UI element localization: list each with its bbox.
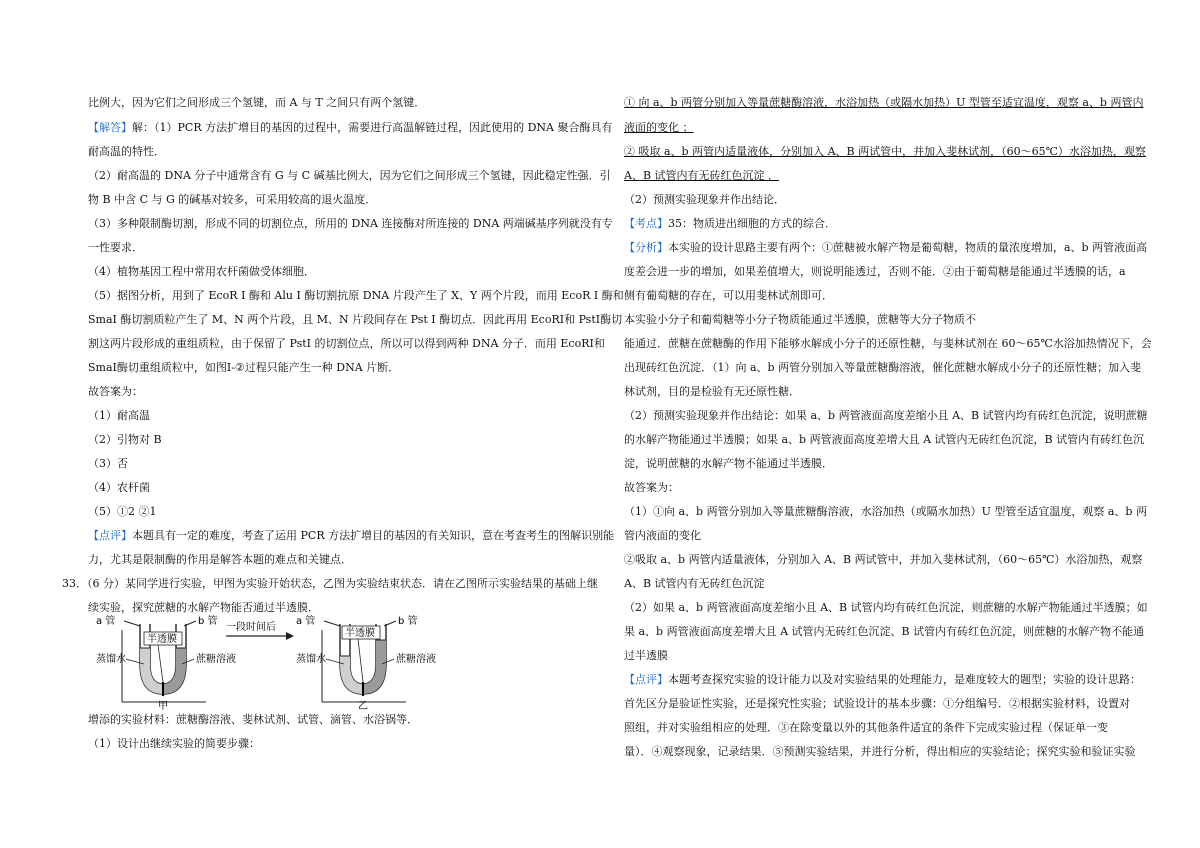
diagram-yi [296,614,436,712]
label-water: 蒸馏水 [96,654,126,665]
line-text: 故答案为： [88,385,143,398]
section-tag: 【分析】 [624,241,668,254]
line-text: 量）．④观察现象，记录结果．⑤预测实验结果，并进行分析，得出相应的实验结论；探究实验和验证实验 [624,745,1136,758]
label-b-tube-2: b 管 [398,616,418,627]
text-line [88,217,613,231]
section-tag: 【点评】 [624,673,668,686]
text-line [88,145,165,159]
text-line [88,337,605,351]
label-membrane-2: 半透膜 [345,628,375,639]
text-line [624,481,679,495]
text-line [88,433,162,447]
line-text: 度差会进一步的增加，如果差值增大，则说明能透过，否则不能．②由于葡萄糖是能通过半透膜的话，a [624,265,1126,278]
text-line [88,361,399,375]
line-text: 能通过．蔗糖在蔗糖酶的作用下能够水解成小分子的还原性糖，与斐林试剂在 60～65℃水浴加热情况下，会 [624,337,1152,350]
text-line [624,289,833,303]
line-text: 淀，说明蔗糖的水解产物不能通过半透膜． [624,457,833,470]
text-line [624,577,765,591]
line-text: 解：（1）PCR 方法扩增目的基因的过程中，需要进行高温解链过程，因此使用的 DNA 聚合酶具有 [132,121,613,134]
text-line [88,193,376,207]
line-text: 物 B 中含 C 与 G 的碱基对较多，可采用较高的退火温度． [88,193,377,206]
text-line [88,241,143,255]
line-text: 耐高温的特性． [88,145,165,158]
line-text: 出现砖红色沉淀．（1）向 a、b 两管分别加入等量蔗糖酶溶液，催化蔗糖水解成小分子的还原性糖；加入斐 [624,361,1142,374]
text-line [624,169,779,183]
line-text: 果 a、b 两管液面高度差增大且 A 试管内无砖红色沉淀、B 试管内有砖红色沉淀，则蔗糖的水解产物不能通 [624,625,1145,638]
text-line [624,697,1130,711]
text-line [624,601,1148,615]
line-text: 本题具有一定的难度，考查了运用 PCR 方法扩增目的基因的有关知识，意在考查考生的图解识别能 [132,529,615,542]
label-sucrose: 蔗糖溶液 [196,654,236,665]
text-line [88,96,425,110]
line-text: A、B 试管内有无砖红色沉淀 ． [624,169,780,182]
line-text: （1）设计出继续实验的简要步骤： [88,737,260,750]
line-text: ② 吸取 a、b 两管内适量液体，分别加入 A、B 两试管中，并加入斐林试剂，（60～65℃）水浴加热，观察 [624,145,1146,158]
line-text: （1）耐高温 [88,409,150,422]
text-line [624,217,836,231]
text-line [624,96,1143,110]
line-text: 35：物质进出细胞的方式的综合． [668,217,836,230]
text-line [624,649,668,663]
text-line [624,505,1147,519]
label-sucrose-2: 蔗糖溶液 [396,654,436,665]
text-line [88,481,150,495]
text-line [88,289,624,303]
text-line [88,409,150,423]
diagram-jia [96,614,236,712]
line-text: （4）农杆菌 [88,481,150,494]
line-text: A、B 试管内有无砖红色沉淀 [624,577,765,590]
text-line [88,505,157,519]
line-text: ① 向 a、b 两管分别加入等量蔗糖酶溶液，水浴加热（或隔水加热）U 型管至适宜温度，观察 a、b 两管内 [624,96,1144,109]
text-line [624,193,785,207]
text-line [624,673,1141,687]
line-text: 增添的实验材料：蔗糖酶溶液、斐林试剂、试管、滴管、水浴锅等． [88,713,418,726]
text-line [624,121,694,135]
line-text: （2）引物对 B [88,433,162,446]
text-line [624,145,1146,159]
label-membrane: 半透膜 [147,634,177,645]
line-text: 林试剂，目的是检验有无还原性糖． [624,385,800,398]
line-text: 比例大，因为它们之间形成三个氢键，而 A 与 T 之间只有两个氢键． [88,96,426,109]
line-text: 过半透膜 [624,649,668,662]
line-text: 本题考查探究实验的设计能力以及对实验结果的处理能力，是难度较大的题型；实验的设计思路： [668,673,1141,686]
section-tag: 【考点】 [624,217,668,230]
section-tag: 【点评】 [88,529,132,542]
label-arrow-text: 一段时间后 [226,622,276,633]
line-text: （4）植物基因工程中常用农杆菌做受体细胞． [88,265,315,278]
text-line [624,385,800,399]
line-text: 割这两片段形成的重组质粒，由于保留了 PstI 的切割位点，所以可以得到两种 DNA 分子．而用 EcoRⅠ和 [88,337,605,350]
line-text: （3）否 [88,457,128,470]
text-line [624,721,1108,735]
line-text: 照组，并对实验组相应的处理．③在除变量以外的其他条件适宜的条件下完成实验过程（保证单一变 [624,721,1108,734]
text-line [88,553,352,567]
line-text: 33．（6 分）某同学进行实验，甲图为实验开始状态，乙图为实验结束状态．请在乙图所示实验结果的基础上继 [62,577,598,590]
line-text: SmaI 酶切割质粒产生了 M、N 两个片段，且 M、N 片段间存在 Pst I 酶切点．因此再用 EcoRⅠ和 PstⅠ酶切 [88,313,623,326]
label-jia: 甲 [158,701,168,712]
text-line [624,433,1144,447]
text-line [88,457,128,471]
text-line [624,337,1152,351]
text-line [88,265,315,279]
line-text: （1）①向 a、b 两管分别加入等量蔗糖酶溶液，水浴加热（或隔水加热）U 型管至适宜温度，观察 a、b 两 [624,505,1147,518]
text-line [624,409,1148,423]
label-water-2: 蒸馏水 [296,654,326,665]
line-text: 一性要求． [88,241,143,254]
text-line [624,745,1136,759]
line-text: SmaⅠ酶切重组质粒中，如图Ⅰ-②过程只能产生一种 DNA 片断． [88,361,400,374]
line-text: 故答案为： [624,481,679,494]
line-text: （5）据图分析，用到了 EcoR I 酶和 Alu I 酶切割抗原 DNA 片段产生了 X、Y 两个片段，而用 EcoR I 酶和 [88,289,624,302]
line-text: ②吸取 a、b 两管内适量液体，分别加入 A、B 两试管中，并加入斐林试剂，（60～65℃）水浴加热，观察 [624,553,1143,566]
line-text: 管内液面的变化 [624,529,701,542]
line-text: 本实验的设计思路主要有两个：①蔗糖被水解产物是葡萄糖，物质的量浓度增加，a、b 两管液面高 [668,241,1148,254]
label-b-tube: b 管 [198,616,218,627]
line-text: 力，尤其是限制酶的作用是解答本题的难点和关键点． [88,553,352,566]
text-line [88,385,143,399]
text-line [624,529,701,543]
line-text: 续实验，探究蔗糖的水解产物能否通过半透膜． [88,601,319,614]
label-yi: 乙 [358,701,368,712]
line-text: （2）如果 a、b 两管液面高度差缩小且 A、B 试管内均有砖红色沉淀，则蔗糖的水解产物能通过半透膜；如 [624,601,1148,614]
text-line [624,361,1141,375]
line-text: （2）预测实验现象并作出结论：如果 a、b 两管液面高度差缩小且 A、B 试管内均有砖红色沉淀，说明蔗糖 [624,409,1148,422]
line-text: （2）预测实验现象并作出结论． [624,193,785,206]
text-line [624,241,1147,255]
label-a-tube-2: a 管 [296,616,316,627]
text-line [88,713,418,727]
line-text: 侧有葡萄糖的存在，可以用斐林试剂即可． [624,289,833,302]
text-line [624,457,833,471]
text-line [88,121,612,135]
line-text: 首先区分是验证性实验，还是探究性实验；试验设计的基本步骤：①分组编号．②根据实验材料，设置对 [624,697,1130,710]
text-line [88,169,611,183]
line-text: 本实验小分子和葡萄糖等小分子物质能通过半透膜，蔗糖等大分子物质不 [624,313,976,326]
text-line [62,577,598,591]
text-line [88,529,614,543]
u-tube-experiment-figure [96,612,436,712]
text-line [88,737,260,751]
section-tag: 【解答】 [88,121,132,134]
line-text: （2）耐高温的 DNA 分子中通常含有 G 与 C 碱基比例大，因为它们之间形成三个氢键，因此稳定性强．引 [88,169,611,182]
time-arrow [226,620,294,640]
line-text: （5）①2 ②1 [88,505,157,518]
text-line [88,313,622,327]
text-line [624,625,1144,639]
text-line [624,313,976,327]
label-a-tube: a 管 [96,616,116,627]
text-line [624,553,1142,567]
line-text: （3）多种限制酶切割，形成不同的切割位点，所用的 DNA 连接酶对所连接的 DNA 两端碱基序列就没有专 [88,217,613,230]
text-line [624,265,1126,279]
line-text: 液面的变化 ； [624,121,694,134]
line-text: 的水解产物能通过半透膜；如果 a、b 两管液面高度差增大且 A 试管内无砖红色沉淀，B 试管内有砖红色沉 [624,433,1145,446]
